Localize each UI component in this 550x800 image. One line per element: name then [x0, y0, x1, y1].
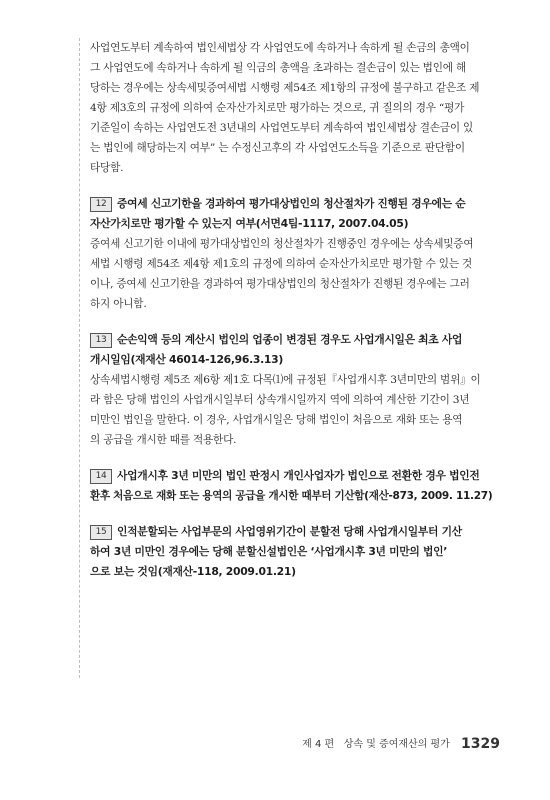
- paragraph-line: 는 법인에 해당하는지 여부” 는 수정신고후의 각 사업연도소득을 기준으로 판단함이: [90, 142, 465, 154]
- paragraph-line: 사업연도부터 계속하여 법인세법상 각 사업연도에 속하거나 속하게 될 손금의 총액이: [90, 42, 470, 54]
- section-heading: [90, 466, 495, 506]
- paragraph-line: 미만인 법인을 말한다. 이 경우, 사업개시일은 당해 법인이 처음으로 재화 또는 용역: [90, 414, 463, 426]
- margin-dashed-rule: [79, 38, 80, 678]
- paragraph-line: 라 함은 당해 법인의 사업개시일부터 상속개시일까지 역에 의하여 계산한 기간이 3년: [90, 394, 470, 406]
- paragraph-line: 그 사업연도에 속하거나 속하게 될 익금의 총액을 초과하는 결손금이 있는 법인에 해: [90, 62, 466, 74]
- section-13: [90, 330, 495, 450]
- heading-line: 으로 보는 것임(재재산-118, 2009.01.21): [90, 565, 296, 578]
- paragraph-line: 이나, 증여세 신고기한을 경과하여 평가대상법인의 청산절차가 진행된 경우에는 그러: [90, 278, 470, 290]
- section-heading: [90, 330, 495, 370]
- footer-chapter: 제 4 편: [302, 739, 335, 750]
- page-number: 1329: [461, 736, 500, 752]
- heading-line: 하여 3년 미만인 경우에는 당해 분할신설법인은 ‘사업개시후 3년 미만의 법인’: [90, 545, 448, 558]
- section-number-badge: 12: [90, 197, 112, 212]
- paragraph-line: 기준일이 속하는 사업연도전 3년내의 사업연도부터 계속하여 법인세법상 결손금이 있: [90, 122, 474, 134]
- footer-title: 상속 및 증여재산의 평가: [343, 739, 450, 750]
- section-body: [90, 370, 495, 450]
- intro-paragraph: [90, 38, 495, 178]
- section-heading: [90, 522, 495, 582]
- section-number-badge: 14: [90, 469, 112, 484]
- heading-line: 인적분할되는 사업부문의 사업영위기간이 분할전 당해 사업개시일부터 기산: [117, 525, 462, 538]
- section-15: [90, 522, 495, 582]
- section-number-badge: 15: [90, 525, 112, 540]
- heading-line: 환후 처음으로 재화 또는 용역의 공급을 개시한 때부터 기산함(재산-873, 2009. 11.27): [90, 490, 493, 502]
- paragraph-line: 증여세 신고기한 이내에 평가대상법인의 청산절차가 진행중인 경우에는 상속세및증여: [90, 238, 474, 250]
- page-content: [90, 38, 495, 582]
- heading-line: 개시일임(재재산 46014-126,96.3.13): [90, 353, 283, 366]
- paragraph-line: 세법 시행령 제54조 제4항 제1호의 규정에 의하여 순자산가치로만 평가할 수 있는 것: [90, 258, 473, 270]
- paragraph-line: 상속세법시행령 제5조 제6항 제1호 다목⑴에 규정된『사업개시후 3년미만의 범위』이: [90, 374, 481, 386]
- paragraph-line: 4항 제3호의 규정에 의하여 순자산가치로만 평가하는 것으로, 귀 질의의 경우 “평가: [90, 102, 465, 114]
- paragraph-line: 하지 아니함.: [90, 298, 147, 310]
- section-12: [90, 194, 495, 314]
- section-14: [90, 466, 495, 506]
- heading-line: 순손익액 등의 계산시 법인의 업종이 변경된 경우도 사업개시일은 최초 사업: [117, 333, 463, 346]
- paragraph-line: 타당함.: [90, 162, 124, 174]
- paragraph-line: 의 공급을 개시한 때를 적용한다.: [90, 434, 237, 446]
- heading-line: 증여세 신고기한을 경과하여 평가대상법인의 청산절차가 진행된 경우에는 순: [117, 197, 466, 210]
- section-number-badge: 13: [90, 333, 112, 348]
- section-heading: [90, 194, 495, 234]
- heading-line: 사업개시후 3년 미만의 법인 판정시 개인사업자가 법인으로 전환한 경우 법인전: [117, 469, 480, 482]
- section-body: [90, 234, 495, 314]
- paragraph-line: 당하는 경우에는 상속세및증여세법 시행령 제54조 제1항의 규정에 불구하고 같은조 제: [90, 82, 480, 94]
- page-footer: [302, 735, 500, 752]
- heading-line: 자산가치로만 평가할 수 있는지 여부(서면4팀-1117, 2007.04.05): [90, 217, 409, 230]
